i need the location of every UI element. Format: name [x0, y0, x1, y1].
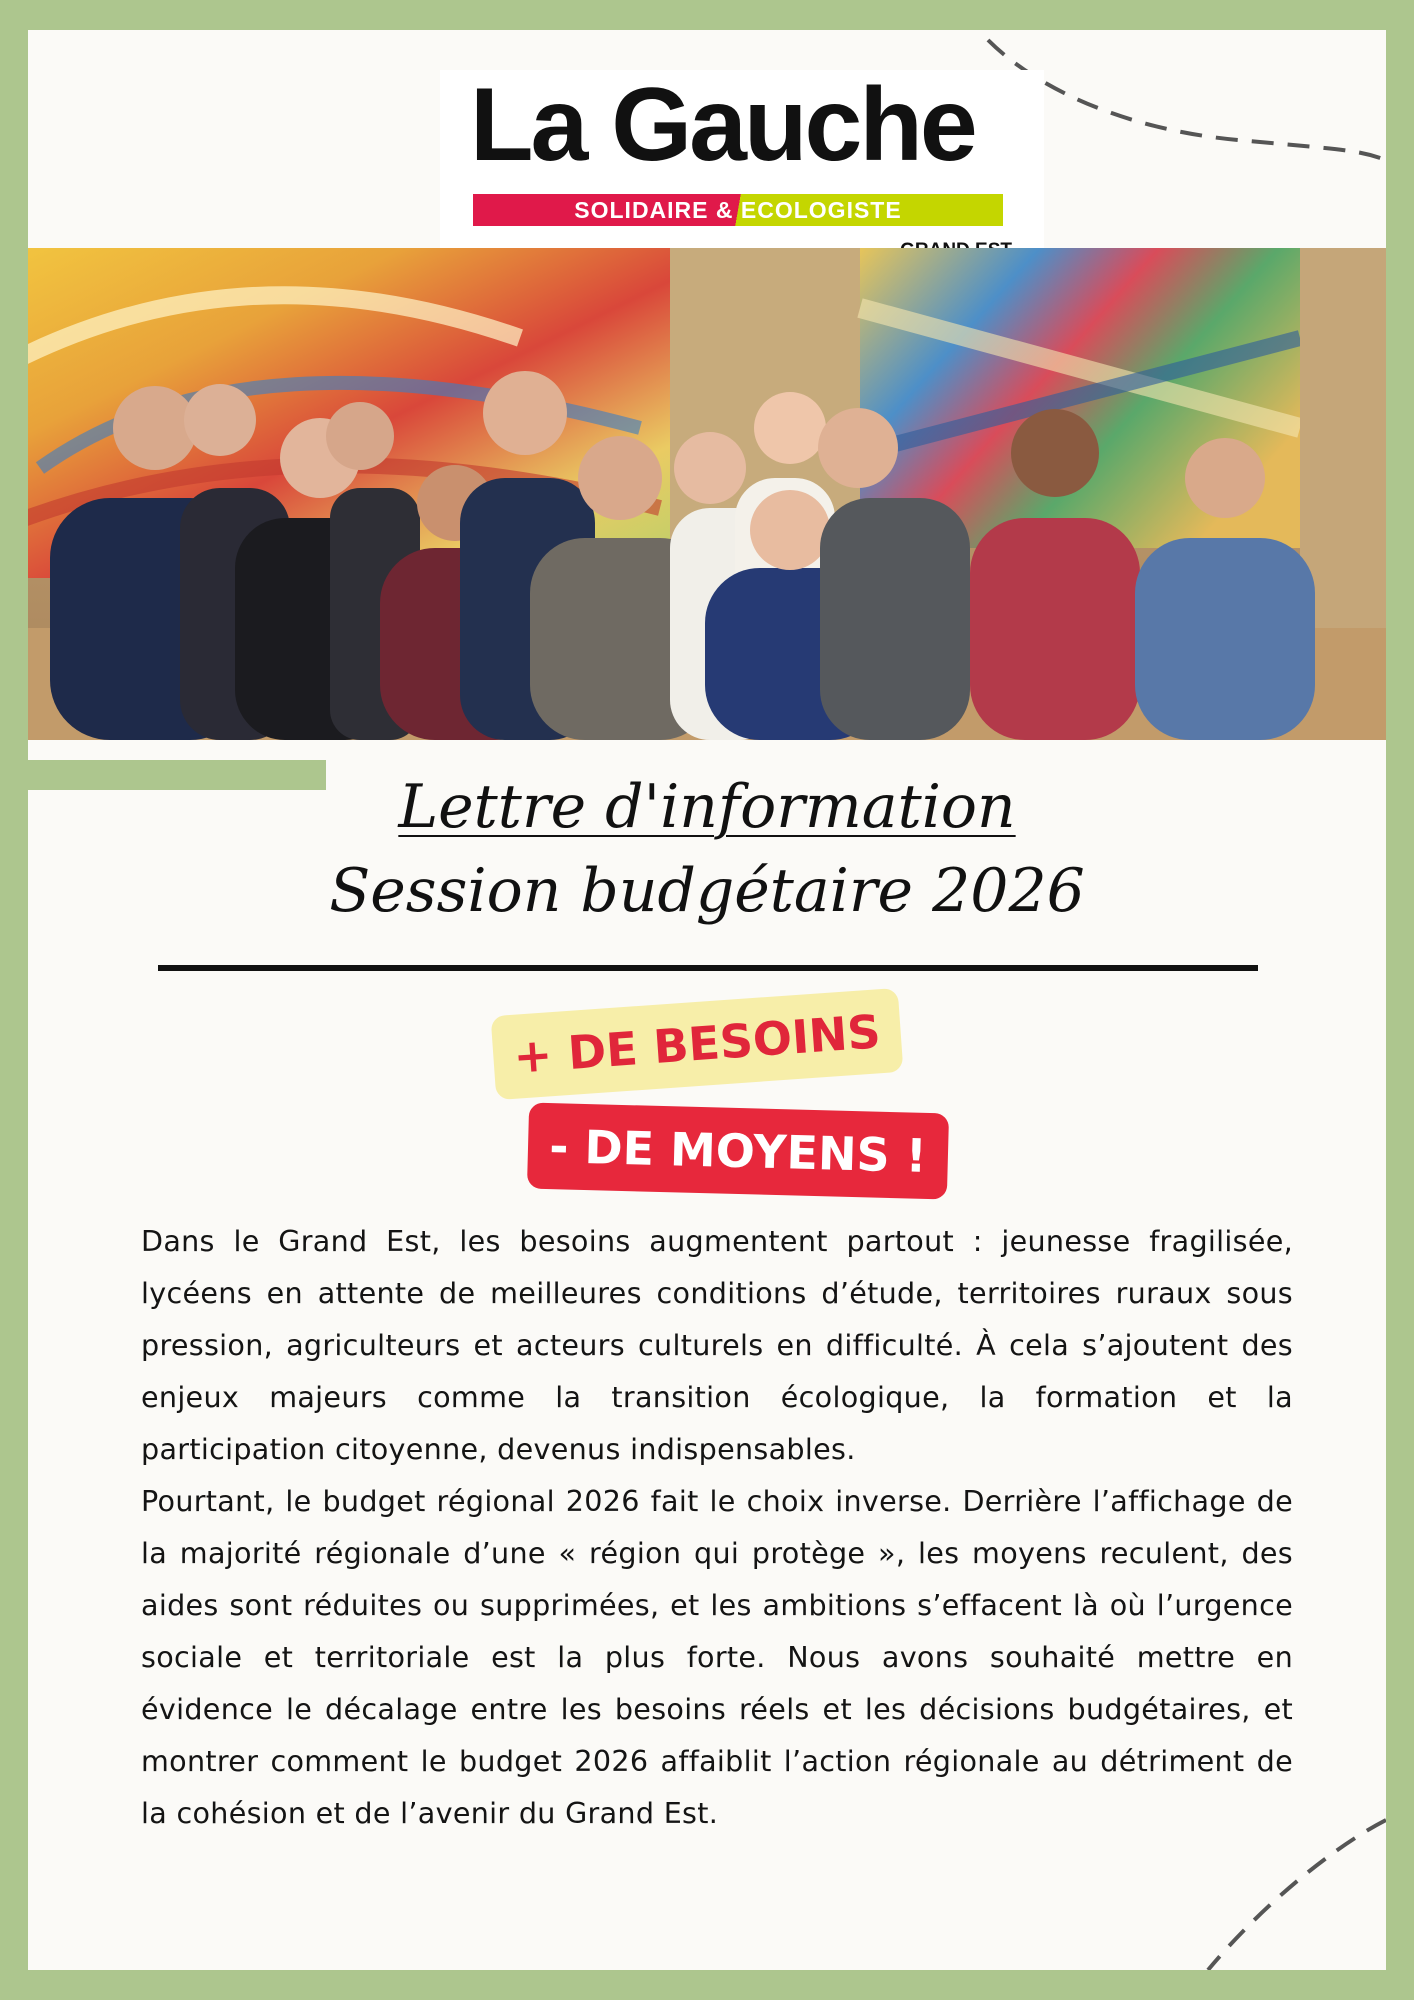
party-logo [440, 67, 1044, 270]
body-paragraph-2: Pourtant, le budget régional 2026 fait le choix inverse. Derrière l’affichage de la majorité régionale d’une « région qui protège », les moyens reculent, des aides sont réduites ou supprimées, et les ambitions s’effacent là où l’urgence sociale et territoriale est la plus forte. Nous avons souhaité mettre en évidence le décalage entre les besoins réels et les décisions budgétaires, et montrer comment le budget 2026 affaiblit l’action régionale au détriment de la cohésion et de l’avenir du Grand Est. [141, 1484, 1293, 1830]
slogan-minus-means: - DE MOYENS ! [527, 1103, 949, 1200]
logo-title: La Gauche [470, 67, 975, 183]
logo-band [473, 194, 1003, 226]
heading-line-2: Session budgétaire 2026 [329, 856, 1085, 926]
decorative-dashed-curve-bottom [1168, 1810, 1386, 1970]
newsletter-heading [28, 765, 1386, 933]
newsletter-page [28, 30, 1386, 1970]
group-photo-illustration [28, 248, 1386, 740]
group-photo [28, 248, 1386, 740]
logo-band-text: SOLIDAIRE & ECOLOGISTE [574, 197, 902, 223]
body-text [141, 1215, 1293, 1839]
heading-line-1: Lettre d'information [398, 772, 1016, 842]
body-paragraph-1: Dans le Grand Est, les besoins augmentent partout : jeunesse fragilisée, lycéens en attente de meilleures conditions d’étude, territoires ruraux sous pression, agriculteurs et acteurs culturels en difficulté. À cela s’ajoutent des enjeux majeurs comme la transition écologique, la formation et la participation citoyenne, devenus indispensables. [141, 1224, 1293, 1466]
slogan-plus-needs: + DE BESOINS [491, 988, 904, 1100]
divider-rule [158, 965, 1258, 971]
